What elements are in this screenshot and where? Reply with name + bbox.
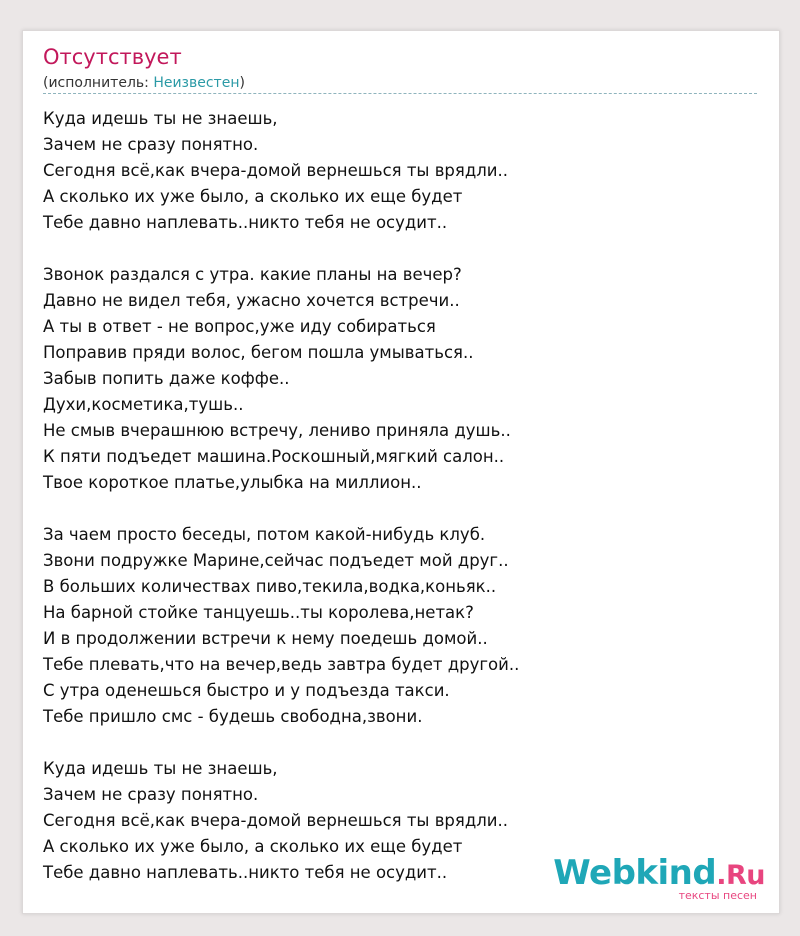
lyric-line: Забыв попить даже коффе..	[43, 369, 290, 388]
lyric-line: А сколько их уже было, а сколько их еще будет	[43, 187, 463, 206]
lyric-line: За чаем просто беседы, потом какой-нибудь клуб.	[43, 525, 486, 544]
title-divider	[43, 93, 757, 94]
lyric-line: Давно не видел тебя, ужасно хочется встречи..	[43, 291, 460, 310]
song-title: Отсутствует	[43, 45, 182, 69]
logo-name: Webkind	[553, 853, 717, 893]
lyric-line: Куда идешь ты не знаешь,	[43, 759, 278, 778]
lyric-line: Сегодня всё,как вчера-домой вернешься ты врядли..	[43, 161, 508, 180]
lyric-line: Звони подружке Марине,сейчас подъедет мой друг..	[43, 551, 509, 570]
lyric-line: Твое короткое платье,улыбка на миллион..	[43, 473, 422, 492]
artist-line	[43, 74, 245, 92]
lyric-line: В больших количествах пиво,текила,водка,коньяк..	[43, 577, 497, 596]
lyric-line: Тебе плевать,что на вечер,ведь завтра будет другой..	[43, 655, 520, 674]
logo-tagline: тексты песен	[678, 889, 757, 902]
lyric-line: Тебе пришло смс - будешь свободна,звони.	[43, 707, 423, 726]
artist-prefix: (исполнитель:	[43, 75, 154, 91]
site-logo[interactable]	[553, 853, 765, 905]
lyric-line: Звонок раздался с утра. какие планы на вечер?	[43, 265, 462, 284]
lyric-line: Куда идешь ты не знаешь,	[43, 109, 278, 128]
lyric-line: И в продолжении встречи к нему поедешь домой..	[43, 629, 488, 648]
lyrics-stanza	[43, 262, 763, 496]
lyrics-stanza	[43, 522, 763, 730]
lyric-line: К пяти подъедет машина.Роскошный,мягкий салон..	[43, 447, 505, 466]
artist-suffix: )	[239, 75, 245, 91]
artist-link[interactable]: Неизвестен	[153, 75, 240, 91]
lyric-line: Духи,косметика,тушь..	[43, 395, 244, 414]
lyric-line: А сколько их уже было, а сколько их еще будет	[43, 837, 463, 856]
lyric-line: Тебе давно наплевать..никто тебя не осудит..	[43, 213, 448, 232]
lyric-line: Зачем не сразу понятно.	[43, 135, 259, 154]
lyric-line: С утра оденешься быстро и у подъезда такси.	[43, 681, 450, 700]
logo-tld: .Ru	[716, 860, 765, 891]
lyrics-card	[22, 30, 780, 914]
lyrics-text	[43, 106, 763, 912]
lyric-line: Тебе давно наплевать..никто тебя не осудит..	[43, 863, 448, 882]
lyric-line: Не смыв вчерашнюю встречу, лениво приняла душь..	[43, 421, 511, 440]
lyrics-stanza	[43, 106, 763, 236]
lyric-line: Поправив пряди волос, бегом пошла умываться..	[43, 343, 474, 362]
lyric-line: На барной стойке танцуешь..ты королева,нетак?	[43, 603, 474, 622]
lyric-line: Зачем не сразу понятно.	[43, 785, 259, 804]
lyric-line: А ты в ответ - не вопрос,уже иду собираться	[43, 317, 436, 336]
lyric-line: Сегодня всё,как вчера-домой вернешься ты врядли..	[43, 811, 508, 830]
